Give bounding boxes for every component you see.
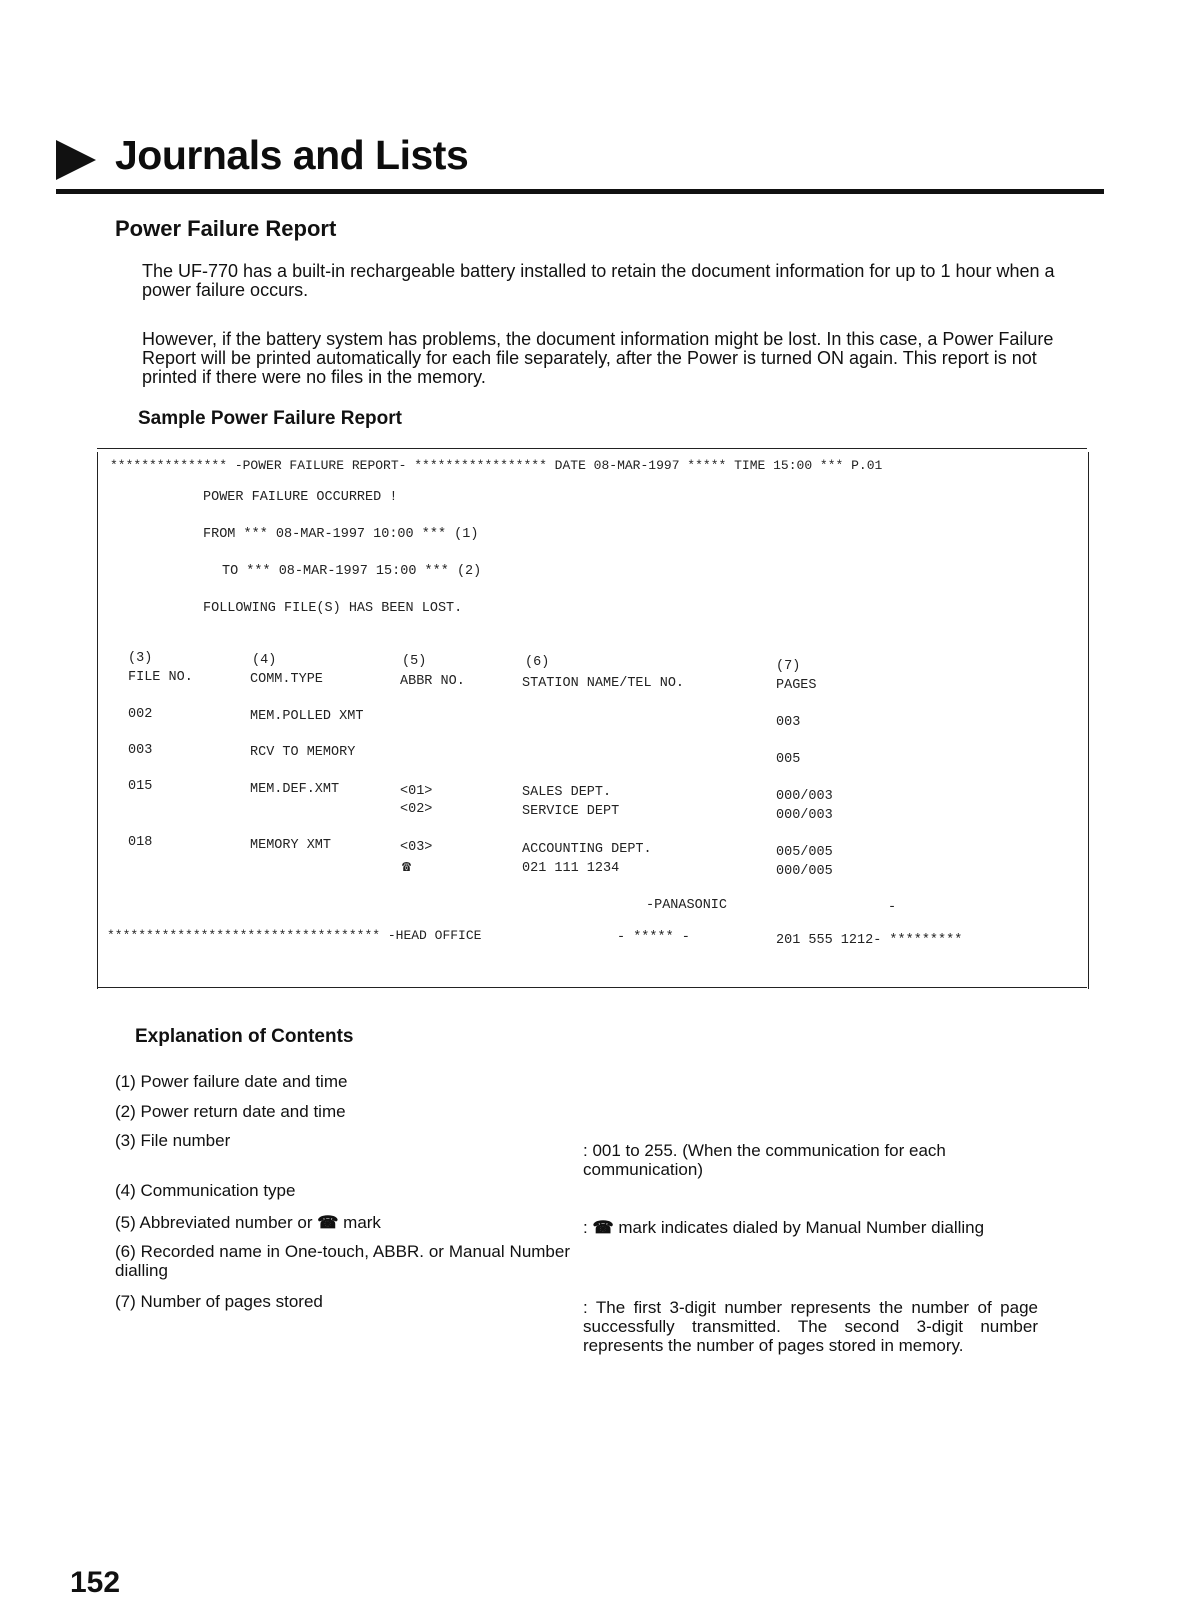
phone-icon: ☎	[402, 859, 412, 876]
table-row-type: MEMORY XMT	[250, 838, 332, 853]
report-occurred: POWER FAILURE OCCURRED !	[203, 490, 398, 505]
battery-paragraph: However, if the battery system has problems, the document information might be lost. In this case, a Power Failure Report will be printed automatically for each file separately, after the Power is turned ON again. This report is not printed if there were no files in the memory.	[142, 329, 1054, 387]
col-num: (5)	[402, 654, 427, 669]
col-head: ABBR NO.	[400, 674, 465, 689]
table-row-type: RCV TO MEMORY	[250, 745, 356, 760]
section-title: Power Failure Report	[115, 216, 337, 241]
report-to: TO *** 08-MAR-1997 15:00 *** (2)	[222, 564, 482, 579]
section-arrow-icon	[56, 140, 96, 180]
table-row-pages: 003	[776, 715, 801, 730]
table-row-abbr: <03>	[400, 840, 433, 855]
table-row-type: MEM.POLLED XMT	[250, 709, 364, 724]
explanation-label-suffix: mark	[343, 1213, 381, 1232]
report-footer-left: *********************************** -HEAD OFFICE	[107, 928, 482, 943]
header-rule	[56, 189, 1104, 194]
table-row-file: 003	[128, 743, 153, 758]
col-num: (4)	[252, 653, 277, 668]
report-lost: FOLLOWING FILE(S) HAS BEEN LOST.	[203, 601, 463, 616]
table-row-type: MEM.DEF.XMT	[250, 782, 340, 797]
explanation-item: (7) Number of pages stored	[115, 1292, 323, 1311]
explanation-item: (2) Power return date and time	[115, 1102, 346, 1121]
table-row-abbr: <01>	[400, 784, 433, 799]
table-row-station: ACCOUNTING DEPT.	[522, 842, 652, 857]
report-company: -PANASONIC	[646, 898, 728, 913]
report-bottom-rule	[97, 987, 1087, 988]
table-row-pages: 000/003	[776, 808, 833, 823]
explanation-heading: Explanation of Contents	[135, 1026, 354, 1047]
col-head: FILE NO.	[128, 670, 193, 685]
page-number: 152	[70, 1566, 121, 1599]
report-top-line: *************** -POWER FAILURE REPORT- ***************** DATE 08-MAR-1997 ***** TIME 15:00 *** P.01	[110, 458, 883, 473]
table-row-file: 002	[128, 707, 153, 722]
col-num: (7)	[776, 659, 801, 674]
phone-icon: ☎	[317, 1213, 339, 1232]
intro-paragraph: The UF-770 has a built-in rechargeable battery installed to retain the document information for up to 1 hour when a power failure occurs.	[142, 261, 1055, 300]
table-row-station: SALES DEPT.	[522, 785, 612, 800]
table-row-station: SERVICE DEPT	[522, 804, 620, 819]
table-row-pages: 005/005	[776, 845, 833, 860]
sample-heading: Sample Power Failure Report	[138, 408, 402, 429]
report-footer-right: 201 555 1212- *********	[776, 933, 963, 948]
explanation-item: (4) Communication type	[115, 1181, 296, 1200]
explanation-item: (3) File number	[115, 1131, 231, 1150]
report-top-rule	[97, 448, 1087, 449]
report-footer-mid: - ***** -	[617, 930, 690, 945]
report-from: FROM *** 08-MAR-1997 10:00 *** (1)	[203, 527, 479, 542]
explanation-item: (1) Power failure date and time	[115, 1072, 348, 1091]
explanation-item: (6) Recorded name in One-touch, ABBR. or Manual Number dialling	[115, 1242, 570, 1280]
table-row-abbr: <02>	[400, 802, 433, 817]
col-head: STATION NAME/TEL NO.	[522, 676, 685, 691]
explanation-note: : 001 to 255. (When the communication for each communication)	[583, 1141, 946, 1179]
col-head: COMM.TYPE	[250, 672, 323, 687]
table-row-station: 021 111 1234	[522, 861, 620, 876]
col-head: PAGES	[776, 678, 817, 693]
table-row-pages: 005	[776, 752, 801, 767]
explanation-note: : The first 3-digit number represents the number of page successfully transmitted. The second 3-digit number represents the number of pages stored in memory.	[583, 1298, 1038, 1355]
page-title: Journals and Lists	[115, 132, 469, 178]
col-num: (3)	[128, 651, 153, 666]
report-footer-dash: -	[888, 900, 897, 915]
col-num: (6)	[525, 655, 550, 670]
table-row-file: 018	[128, 835, 153, 850]
explanation-item	[115, 1213, 381, 1232]
explanation-label: (5) Abbreviated number or	[115, 1213, 313, 1232]
table-row-pages: 000/003	[776, 789, 833, 804]
table-row-file: 015	[128, 779, 153, 794]
table-row-pages: 000/005	[776, 864, 833, 879]
explanation-note: : ☎ mark indicates dialed by Manual Number dialling	[583, 1218, 985, 1237]
phone-icon: ☎	[592, 1218, 614, 1237]
